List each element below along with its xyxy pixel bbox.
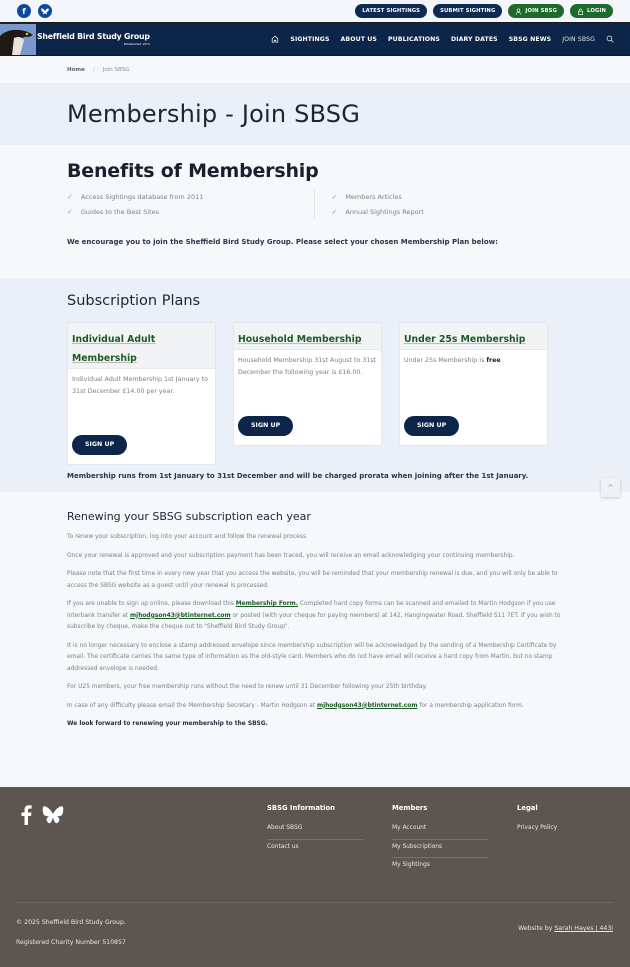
email-link[interactable]: mjhodgson43@btinternet.com (316, 702, 418, 709)
benefit-item (331, 204, 563, 219)
footer-link-contact-us[interactable]: Contact us (267, 843, 299, 850)
footer-divider (16, 902, 614, 903)
website-credit (518, 925, 613, 932)
join-sbsg-label: JOIN SBSG (525, 8, 558, 14)
plan-card-household (233, 322, 382, 446)
email-link[interactable]: mjhodgson43@btinternet.com (130, 612, 231, 619)
main-nav (0, 22, 630, 56)
nav-join-sbsg[interactable]: JOIN SBSG (562, 36, 595, 43)
text: Completed hard copy forms can be scanned and emailed to Martin Hodgson if you use interbank transfer at (67, 601, 556, 619)
page-title: Membership - Join SBSG (67, 100, 361, 128)
user-icon (515, 8, 522, 15)
renewal-section (0, 492, 630, 787)
breadcrumb-home[interactable]: Home (67, 66, 85, 73)
nav-publications[interactable]: PUBLICATIONS (388, 36, 440, 43)
sign-up-button-individual[interactable]: SIGN UP (72, 435, 127, 455)
benefit-text: Members Articles (345, 192, 402, 201)
bluesky-icon[interactable] (38, 4, 52, 18)
breadcrumb (0, 56, 630, 83)
footer-link-my-sightings[interactable]: My Sightings (392, 862, 430, 868)
breadcrumb-current: Join SBSG (102, 66, 130, 73)
footer-col-sbsg-information (267, 804, 363, 858)
membership-form-link[interactable]: Membership Form. (235, 601, 298, 607)
breadcrumb-separator: / (92, 66, 95, 73)
facebook-icon[interactable]: f (17, 4, 31, 18)
footer-link-privacy-policy[interactable]: Privacy Policy (517, 825, 558, 831)
check-icon: ✓ (331, 207, 338, 216)
plan-card-individual (67, 322, 216, 465)
latest-sightings-label: LATEST SIGHTINGS (362, 8, 421, 14)
plan-description: Individual Adult Membership 1st January to 31st December £14.00 per year. (72, 376, 208, 395)
check-icon: ✓ (67, 192, 73, 201)
footer-col-members (392, 804, 488, 877)
lock-icon (577, 8, 584, 15)
renewal-paragraph: Please note that the first time in every new year that you access the website, you will be reminded that your membership renewal is due, and you will only be able to access the SBSG website as a guest until your renewal is processed. (67, 571, 558, 589)
footer-link-about-sbsg[interactable]: About SBSG (267, 821, 363, 840)
nav-sbsg-news[interactable]: SBSG NEWS (508, 36, 552, 43)
text: or posted (with your cheque for paying members) at 142, Hangingwater Road, Sheffield S11 7ET. If you wish to subscribe by cheque, make the cheque out to "Sheffield Bird Study Group". (67, 612, 561, 630)
bluesky-icon[interactable] (42, 805, 64, 829)
plan-description-text: Under 25s Membership is (404, 357, 487, 364)
renewal-paragraph (67, 701, 563, 713)
text: Website by (518, 925, 555, 932)
website-credit-link[interactable]: Sarah Hayes | 443i (554, 925, 613, 932)
benefits-section (0, 145, 630, 278)
renewal-paragraph (67, 599, 563, 634)
benefit-item (67, 204, 315, 219)
footer-col-title: SBSG Information (267, 804, 336, 812)
login-button[interactable] (570, 4, 613, 18)
text: for a membership application form. (417, 702, 524, 709)
sign-up-button-under25[interactable]: SIGN UP (404, 416, 459, 436)
plan-description: Household Membership 31st August to 31st December the following year is £16.00. (238, 357, 377, 376)
latest-sightings-button[interactable] (355, 4, 427, 18)
benefits-title: Benefits of Membership (67, 160, 319, 182)
renewal-closing: We look forward to renewing your membership to the SBSG. (67, 721, 268, 727)
check-icon: ✓ (331, 192, 338, 201)
search-icon[interactable] (606, 35, 614, 45)
renewal-paragraph: For U25 members, your free membership runs without the need to renew until 31 December following your 25th birthday. (67, 684, 428, 690)
login-label: LOGIN (587, 8, 606, 14)
footer-col-title: Members (392, 804, 428, 812)
plan-description (400, 350, 547, 412)
chevron-up-icon: ^ (607, 483, 614, 492)
plan-title-under25[interactable]: Under 25s Membership (404, 334, 526, 345)
submit-sighting-button[interactable] (433, 4, 502, 18)
renewal-paragraph: Once your renewal is approved and your subscription payment has been traced, you will receive an email acknowledging your continuing membership. (67, 552, 515, 559)
top-bar (0, 0, 630, 22)
text: If you are unable to sign up online, please download this (67, 601, 236, 607)
sign-up-button-household[interactable]: SIGN UP (238, 416, 293, 436)
copyright-text: © 2025 Sheffield Bird Study Group. (16, 919, 126, 926)
subscription-plans-section (0, 278, 630, 492)
nav-diary-dates[interactable]: DIARY DATES (451, 36, 498, 43)
text: In case of any difficulty please email the Membership Secretary - Martin Hodgson at (67, 702, 317, 709)
page-hero (0, 83, 630, 145)
charity-number: Registered Charity Number 510857 (16, 939, 126, 946)
renewal-paragraph: It is no longer necessary to enclose a stamp addressed envelope since membership subscription will be acknowledged by the sending of a Membership Certificate by email. The certificate carries the same type of information as the old-style card. Members who do not have email will receive a hard copy from Martin, but no stamp addressed envelope is needed. (67, 642, 557, 672)
osprey-logo[interactable] (0, 24, 36, 55)
join-sbsg-button[interactable] (508, 4, 564, 18)
membership-period-note: Membership runs from 1st January to 31st December and will be charged prorata when joining after the 1st January. (67, 472, 529, 480)
submit-sighting-label: SUBMIT SIGHTING (440, 8, 496, 14)
brand-established: Established 1972 (124, 42, 150, 46)
footer-link-my-subscriptions[interactable]: My Subscriptions (392, 840, 488, 859)
scroll-to-top-button[interactable] (601, 478, 620, 497)
plans-title: Subscription Plans (67, 293, 201, 309)
site-brand[interactable]: Sheffield Bird Study Group (37, 32, 150, 41)
plan-card-under25 (399, 322, 548, 446)
check-icon: ✓ (67, 207, 73, 216)
renewal-paragraph: To renew your subscription, log into your account and follow the renewal process. (67, 534, 308, 540)
footer (0, 787, 630, 967)
plan-title-household[interactable]: Household Membership (238, 334, 362, 345)
plan-title-individual[interactable]: Individual Adult Membership (72, 334, 156, 364)
benefit-text: Annual Sightings Report (345, 207, 424, 216)
footer-col-title: Legal (517, 804, 538, 812)
footer-col-legal (517, 804, 613, 840)
renewal-title: Renewing your SBSG subscription each year (67, 510, 311, 523)
benefit-text: Access Sightings database from 2011 (80, 192, 204, 201)
nav-sightings[interactable]: SIGHTINGS (290, 36, 330, 43)
home-icon[interactable] (271, 35, 279, 45)
footer-link-my-account[interactable]: My Account (392, 821, 488, 840)
nav-about-us[interactable]: ABOUT US (340, 36, 377, 43)
benefit-text: Guides to the Best Sites (80, 207, 160, 216)
benefit-item (67, 189, 315, 204)
encourage-text: We encourage you to join the Sheffield Bird Study Group. Please select your chosen Membership Plan below: (67, 238, 498, 246)
benefit-item (331, 189, 563, 204)
facebook-icon[interactable] (20, 805, 32, 829)
plan-free-text: free (486, 357, 501, 364)
